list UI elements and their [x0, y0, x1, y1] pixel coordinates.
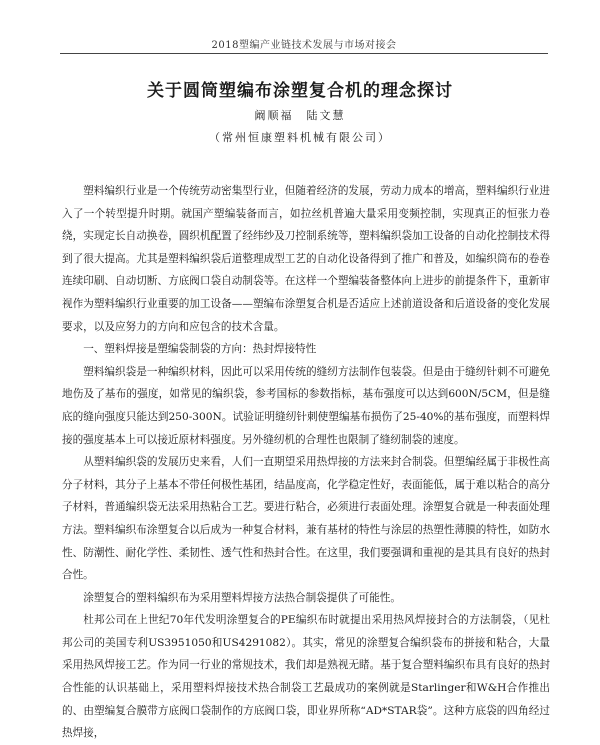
paragraph-2: 塑料编织袋是一种编织材料，因此可以采用传统的缝纫方法制作包装袋。但是由于缝纫针刺不可避免地伤及了基布的强度，如常见的编织袋，参考国标的参数指标，基布强度可以达到600N/5CM，但是缝底的缝向强度只能达到250-300N。试验证明缝纫针刺使塑编基布损伤了25-40%的基布强度，而塑料焊接的强度基本上可以接近原材料强度。另外缝纫机的合理性也限制了缝纫制袋的速度。	[62, 365, 550, 446]
paragraph-4: 涂塑复合的塑料编织布为采用塑料焊接方法热合制袋提供了可能性。	[83, 591, 401, 604]
article-body	[62, 180, 550, 745]
paragraph-3: 从塑料编织袋的发展历史来看，人们一直期望采用热焊接的方法来封合制袋。但塑编经属于非极性高分子材料，其分子上基本不带任何极性基团，结晶度高，化学稳定性好，表面能低，属于难以粘合的高分子材料，普通编织袋无法采用热粘合工艺。要进行粘合，必须进行表面处理。涂塑复合就是一种表面处理方法。塑料编织布涂塑复合以后成为一种复合材料，兼有基材的特性与涂层的热塑性薄膜的特性，如防水性、防潮性、耐化学性、柔韧性、透气性和热封合性。在这里，我们要强调和重视的是其具有良好的热封合性。	[62, 456, 550, 582]
paragraph-1: 塑料编织行业是一个传统劳动密集型行业，但随着经济的发展，劳动力成本的增高，塑料编织行业进入了一个转型提升时期。就国产塑编装备而言，如拉丝机普遍大量采用变频控制，实现真正的恒张力卷绕，实现定长自动换卷，圆织机配置了经纬纱及刀控制系统等，塑料编织袋加工设备的自动化控制技术得到了很大提高。尤其是塑料编织袋后道整理成型工艺的自动化设备得到了推广和普及，如编织筒布的卷卷连续印刷、自动切断、方底阀口袋自动制袋等。在这样一个塑编装备整体向上进步的前提条件下，重新审视作为塑料编织行业重要的加工设备——塑编布涂塑复合机是否适应上述前道设备和后道设备的变化发展要求，以及应努力的方向和应包含的技术含量。	[62, 185, 550, 333]
paragraph-5: 杜邦公司在上世纪70年代发明涂塑复合的PE编织布时就提出采用热风焊接封合的方法制袋，（见杜邦公司的美国专利US3951050和US4291082）。其实，常见的涂塑复合编织袋布的拼接和粘合，大量采用热风焊接工艺。作为同一行业的常规技术，我们却是熟视无睹。基于复合塑料编织布具有良好的热封合性能的认识基础上，采用塑料焊接技术热合制袋工艺最成功的案例就是Starlinger和W&H合作推出的、由塑编复合膜带方底阀口袋制作的方底阀口袋，即业界所称“AD*STAR袋”。这种方底袋的四角经过热焊接，	[62, 614, 550, 740]
running-header: 2018塑编产业链技术发展与市场对接会	[60, 36, 548, 54]
article-authors: 阚顺福 陆文慧	[254, 109, 346, 122]
article-affiliation: （常州恒康塑料机械有限公司）	[209, 131, 391, 144]
article-title: 关于圆筒塑编布涂塑复合机的理念探讨	[147, 81, 453, 101]
section-heading: 一、塑料焊接是塑编袋制袋的方向：热封焊接特性	[83, 343, 317, 356]
